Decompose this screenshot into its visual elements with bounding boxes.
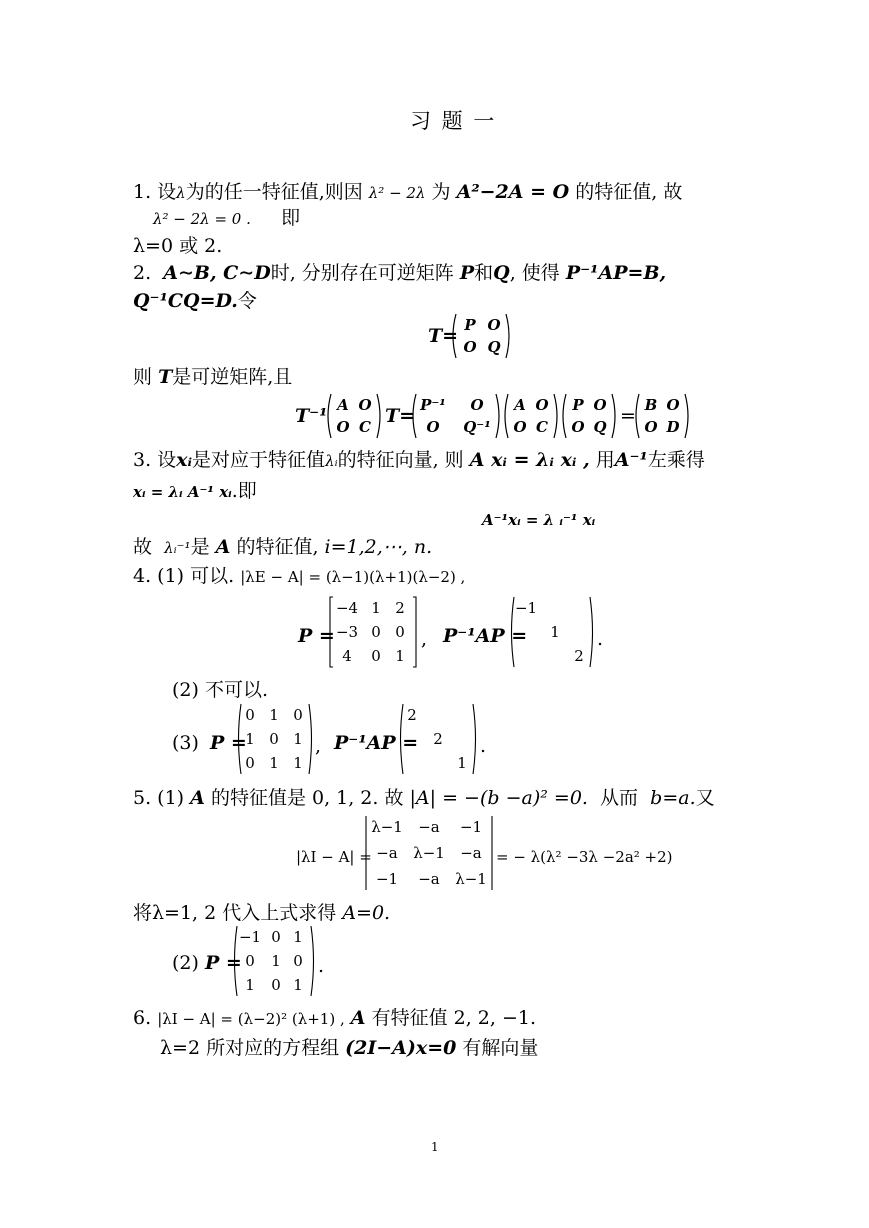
p4-comma-3: ,	[315, 735, 322, 757]
block-matrix-2: P⁻¹ O O Q⁻¹	[410, 392, 502, 440]
problem-2-line-2: Q⁻¹CQ=D.令	[133, 290, 257, 312]
problem-3-line-2: xᵢ = λᵢ A⁻¹ xᵢ.即	[133, 480, 257, 502]
p4-D3-matrix: 2 2 1	[398, 703, 478, 775]
p4-P3-label: P =	[210, 732, 247, 754]
t-inverse: T⁻¹	[295, 405, 328, 427]
page-number: 1	[431, 1140, 439, 1154]
page-title: 习 题 一	[410, 109, 497, 133]
problem-3-line-4: 故 λᵢ⁻¹是 A 的特征值, i=1,2,⋯, n.	[133, 536, 433, 558]
p4-D-label: P⁻¹AP =	[443, 625, 528, 647]
t-label: T=	[428, 325, 459, 347]
block-matrix-3: A O O C	[502, 392, 560, 440]
problem-6-line-1: 6. |λI − A| = (λ−2)² (λ+1) , A 有特征值 2, 2, −1.	[133, 1007, 537, 1029]
problem-3-line-1: 3. 设xᵢ是对应于特征值λᵢ的特征向量, 则 A xᵢ = λᵢ xᵢ , 用A⁻¹左乘得	[133, 449, 705, 471]
p4-D3-label: P⁻¹AP =	[334, 732, 419, 754]
p4-P-label: P =	[298, 625, 335, 647]
t-times: T=	[385, 405, 416, 427]
block-matrix-4: P O O Q	[560, 392, 618, 440]
problem-1-line-3: λ=0 或 2.	[133, 235, 223, 257]
p4-period-3: .	[480, 735, 487, 757]
p5-det-matrix: λ−1 −a −1 −a λ−1 −a −1 −a λ−1	[371, 818, 487, 888]
p5-det-rhs: = − λ(λ² −3λ −2a² +2)	[496, 848, 673, 866]
problem-6-line-2: λ=2 所对应的方程组 (2I−A)x=0 有解向量	[160, 1037, 539, 1059]
p5-det-label: |λI − A| =	[296, 848, 372, 866]
p4-P-matrix: −4 1 2 −3 0 0 4 0 1	[328, 596, 418, 668]
problem-4-part-3-label: (3)	[172, 732, 199, 754]
problem-4-part-2: (2) 不可以.	[172, 679, 268, 701]
problem-1-line-1: 1. 设λ为的任一特征值,则因 λ² − 2λ 为 A²−2A = O 的特征值, 故	[133, 181, 683, 203]
p4-comma: ,	[421, 628, 428, 650]
problem-2-line-1: 2. A∼B, C∼D时, 分别存在可逆矩阵 P和Q, 使得 P⁻¹AP=B,	[133, 262, 667, 284]
problem-3-center-equation: A⁻¹xᵢ = λ ᵢ⁻¹ xᵢ	[482, 511, 596, 529]
problem-5-part-2: (2) P =	[172, 952, 242, 974]
p4-D-matrix: −1 1 2	[509, 596, 595, 668]
p5-period: .	[318, 955, 325, 977]
block-matrix-1: A O O C	[325, 392, 383, 440]
block-matrix-5: B O O D	[633, 392, 691, 440]
p4-period: .	[597, 628, 604, 650]
equals-sign: =	[620, 405, 636, 427]
problem-5-line-3: 将λ=1, 2 代入上式求得 A=0.	[133, 902, 391, 924]
problem-5-line-1: 5. (1) A 的特征值是 0, 1, 2. 故 |A| = −(b −a)² =0. 从而 b=a.又	[133, 787, 715, 809]
problem-4-line-1: 4. (1) 可以. |λE − A| = (λ−1)(λ+1)(λ−2) ,	[133, 565, 466, 587]
p4-P3-matrix: 0 1 0 1 0 1 0 1 1	[236, 703, 314, 775]
problem-1-line-2: λ² − 2λ = 0 . 即	[153, 207, 301, 229]
t-matrix: P O O Q	[450, 312, 512, 360]
p5-P-matrix: −1 0 1 0 1 0 1 0 1	[232, 925, 316, 997]
problem-2-line-3: 则 T是可逆矩阵,且	[133, 366, 293, 388]
